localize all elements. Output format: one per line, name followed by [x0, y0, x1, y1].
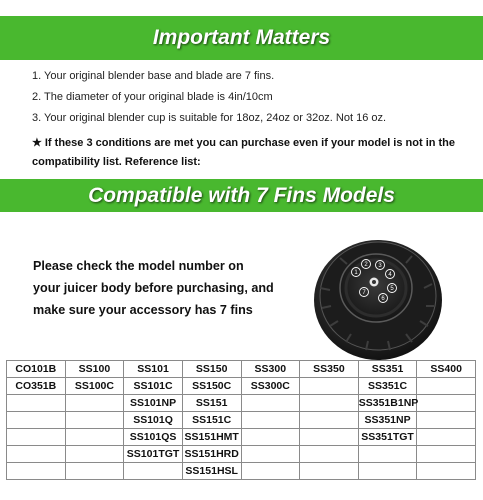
compatible-models-table [6, 360, 476, 480]
table-cell: SS300 [241, 361, 300, 378]
blender-base-body [314, 240, 442, 360]
condition-3: 3. Your original blender cup is suitable for 18oz, 24oz or 32oz. Not 16 oz. [32, 112, 387, 124]
table-cell [300, 395, 359, 412]
important-matters-title: Important Matters [152, 26, 331, 49]
table-cell [241, 463, 300, 480]
table-cell: SS351NP [358, 412, 417, 429]
table-row [7, 463, 476, 480]
table-cell [300, 378, 359, 395]
blade-number-6: 6 [381, 296, 385, 302]
table-cell: SS101 [124, 361, 183, 378]
table-cell: SS100 [65, 361, 124, 378]
table-cell [65, 412, 124, 429]
table-row [7, 361, 476, 378]
star-icon: ★ [32, 137, 42, 149]
blade-hub [370, 278, 379, 287]
table-cell: SS350 [300, 361, 359, 378]
table-row [7, 429, 476, 446]
table-cell [7, 395, 66, 412]
table-cell: SS150C [182, 378, 241, 395]
table-cell [241, 446, 300, 463]
table-cell: SS101C [124, 378, 183, 395]
table-cell: SS400 [417, 361, 476, 378]
blade-number-2: 2 [364, 262, 368, 268]
table-cell: SS351B1NP [358, 395, 417, 412]
table-cell: SS101QS [124, 429, 183, 446]
table-cell: CO351B [7, 378, 66, 395]
table-cell [300, 429, 359, 446]
table-cell [241, 412, 300, 429]
table-cell [300, 446, 359, 463]
compatible-models-title: Compatible with 7 Fins Models [88, 183, 395, 207]
table-cell [7, 446, 66, 463]
table-row [7, 446, 476, 463]
table-row [7, 378, 476, 395]
blade-number-4: 4 [388, 272, 392, 278]
table-cell: SS151 [182, 395, 241, 412]
table-cell: SS300C [241, 378, 300, 395]
table-cell: SS101TGT [124, 446, 183, 463]
table-cell: SS100C [65, 378, 124, 395]
instruction-line-1: Please check the model number on [33, 259, 244, 273]
table-row [7, 395, 476, 412]
blade-number-3: 3 [378, 263, 382, 269]
table-cell [358, 463, 417, 480]
table-cell [300, 412, 359, 429]
table-cell [417, 412, 476, 429]
table-cell [65, 463, 124, 480]
table-cell: SS150 [182, 361, 241, 378]
table-cell: SS151C [182, 412, 241, 429]
table-cell: SS101NP [124, 395, 183, 412]
table-cell [65, 446, 124, 463]
table-cell [417, 378, 476, 395]
table-cell [7, 463, 66, 480]
condition-1: 1. Your original blender base and blade are 7 fins. [32, 70, 275, 82]
table-cell [7, 412, 66, 429]
table-cell [65, 429, 124, 446]
instruction-line-3: make sure your accessory has 7 fins [33, 303, 253, 317]
purchase-instructions [33, 255, 293, 321]
table-cell: SS151HRD [182, 446, 241, 463]
table-cell: SS101Q [124, 412, 183, 429]
important-matters-banner [0, 16, 483, 60]
table-cell [358, 446, 417, 463]
table-cell: SS351 [358, 361, 417, 378]
compatibility-note [32, 134, 457, 172]
table-cell [241, 395, 300, 412]
table-cell [417, 463, 476, 480]
blade-number-5: 5 [390, 286, 394, 292]
table-cell [417, 395, 476, 412]
table-cell [7, 429, 66, 446]
table-cell [65, 395, 124, 412]
condition-2: 2. The diameter of your original blade is 4in/10cm [32, 91, 273, 103]
table-cell [241, 429, 300, 446]
blade-number-7: 7 [362, 290, 366, 296]
table-cell: CO101B [7, 361, 66, 378]
table-cell [124, 463, 183, 480]
table-cell: SS151HSL [182, 463, 241, 480]
compatible-models-banner [0, 179, 483, 212]
table-row [7, 412, 476, 429]
blender-base-image [300, 218, 450, 368]
table-cell [417, 429, 476, 446]
table-cell [417, 446, 476, 463]
blade-number-1: 1 [354, 270, 358, 276]
table-cell: SS151HMT [182, 429, 241, 446]
table-cell [300, 463, 359, 480]
table-cell: SS351TGT [358, 429, 417, 446]
note-text: If these 3 conditions are met you can purchase even if your model is not in the compatibility list. Reference list: [32, 137, 456, 168]
instruction-line-2: your juicer body before purchasing, and [33, 281, 274, 295]
table-cell: SS351C [358, 378, 417, 395]
